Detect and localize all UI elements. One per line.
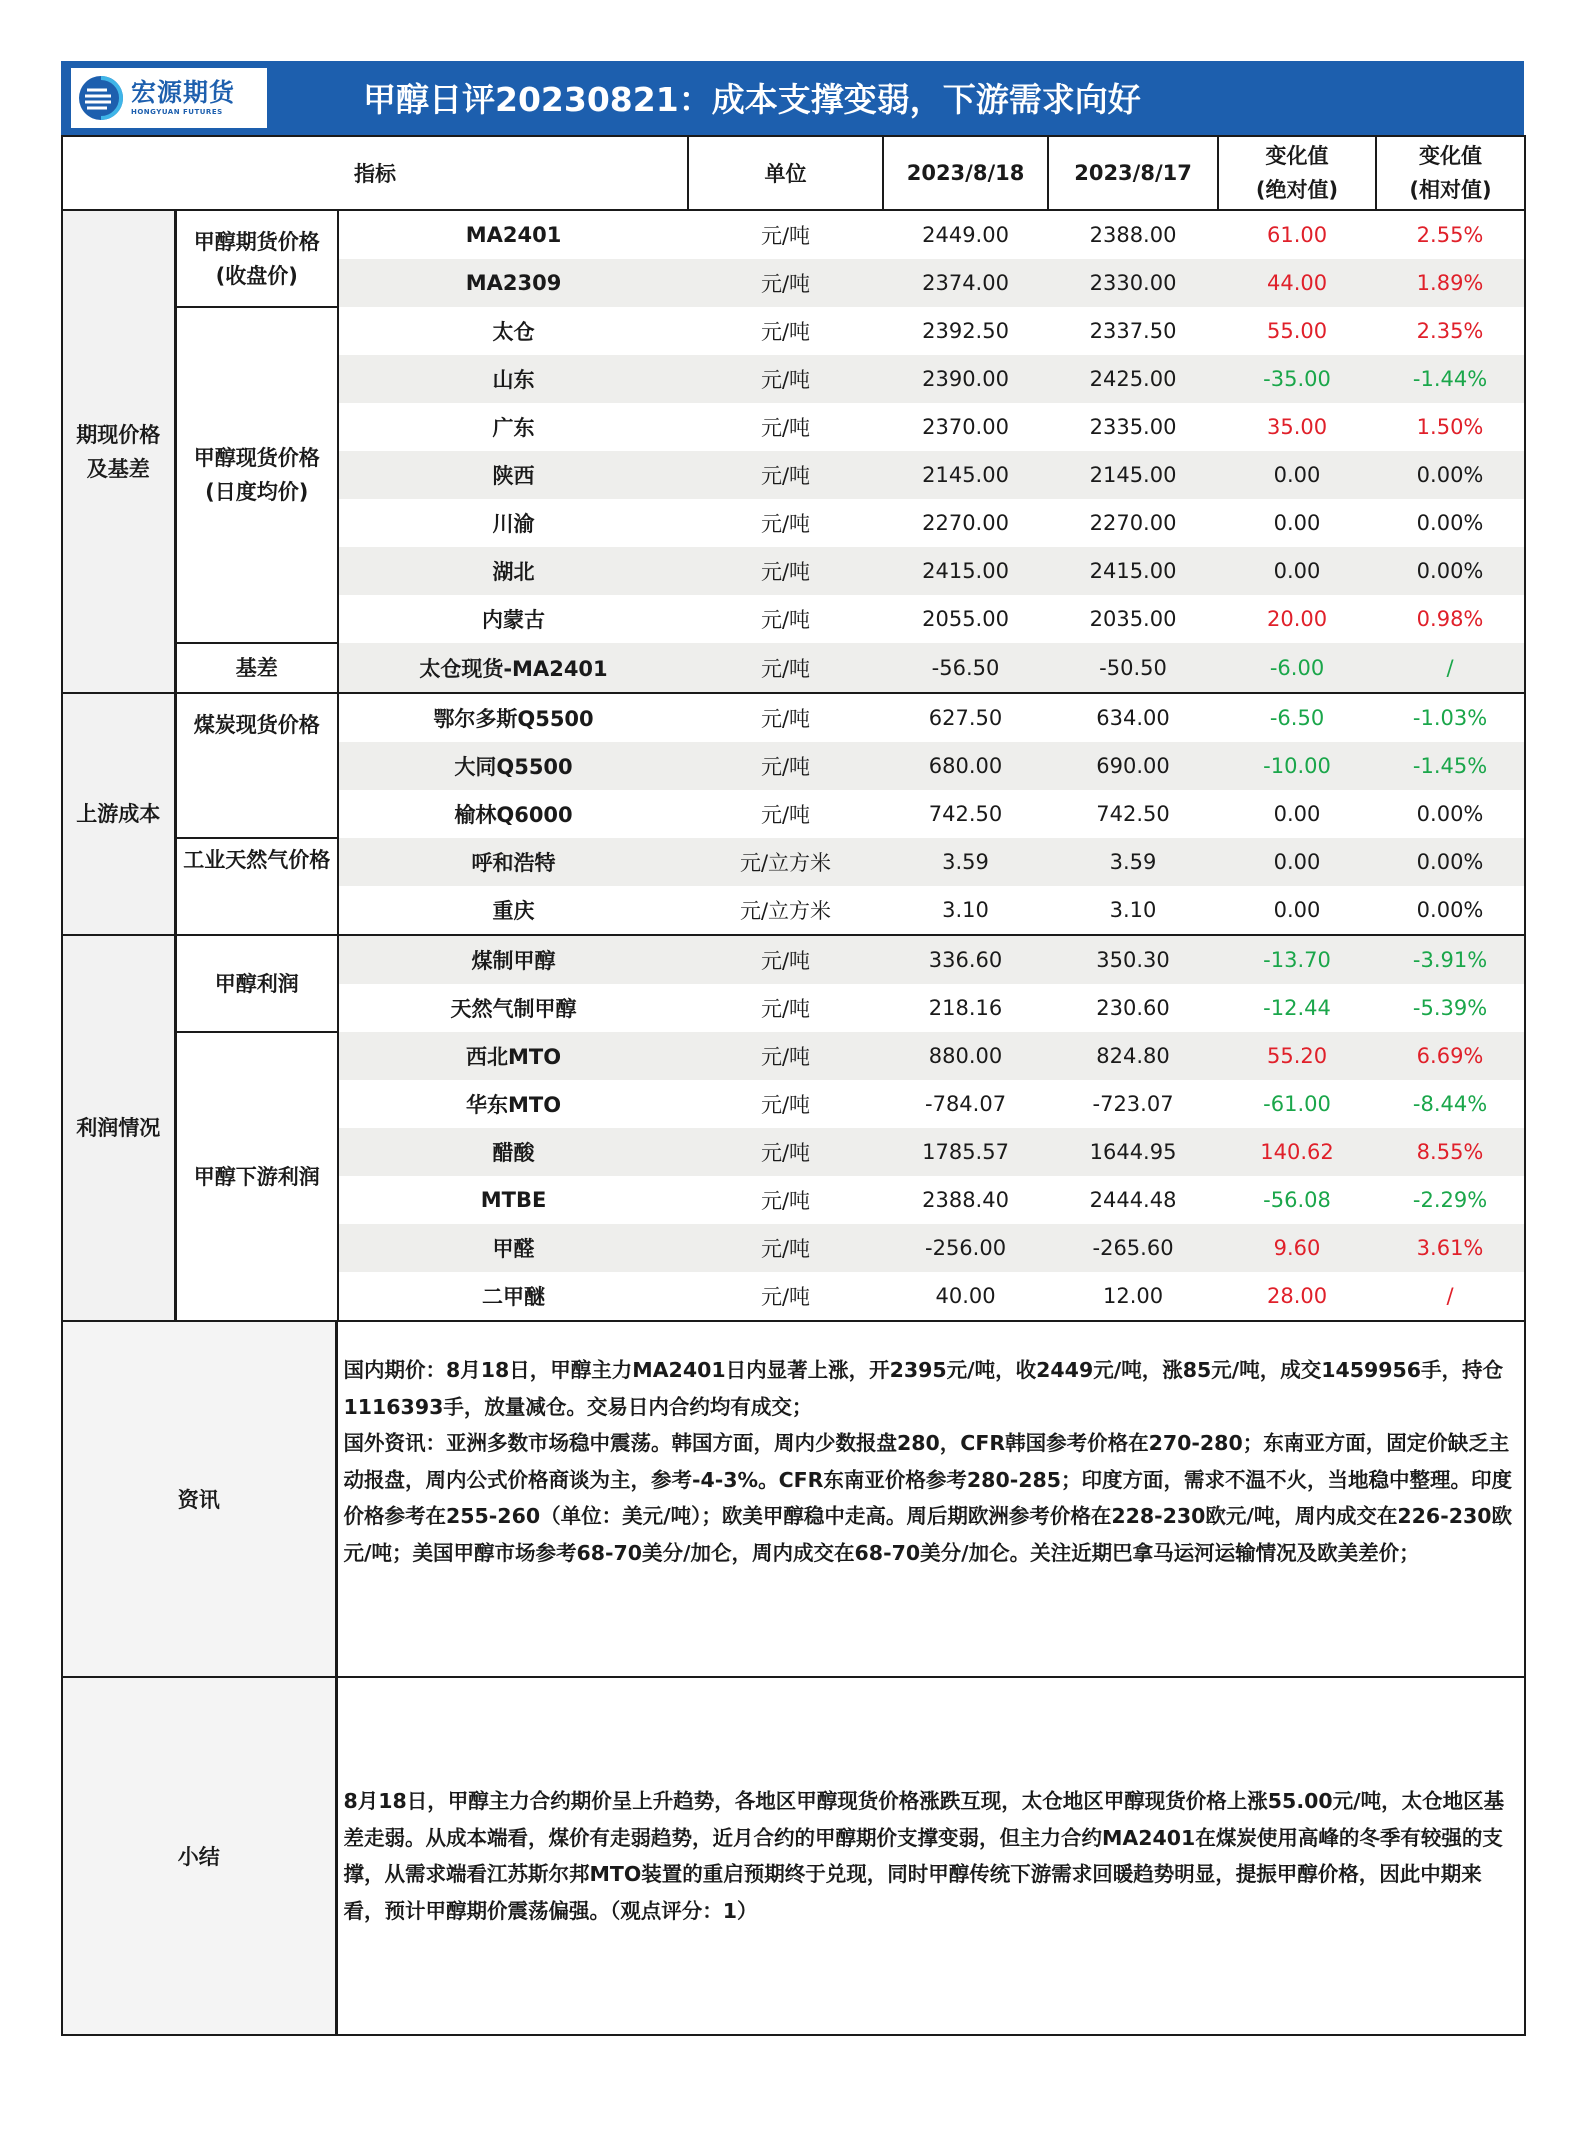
header-indicator: 指标 [62,136,688,210]
group-futures-price [175,210,338,307]
value-date2: 2330.00 [1048,259,1218,307]
table-row [62,838,1525,886]
section-price-basis-line2: 及基差 [86,456,150,481]
change-rel: -3.91% [1376,935,1525,984]
change-abs: -61.00 [1263,1092,1331,1116]
value-date1: 880.00 [883,1032,1048,1080]
indicator-name: 呼和浩特 [338,838,688,886]
value-date1: 2145.00 [883,451,1048,499]
value-date2: 2388.00 [1089,223,1177,247]
value-date1: 40.00 [883,1272,1048,1321]
header-rel-line1: 变化值 [1419,144,1483,168]
value-date1: 1785.57 [883,1128,1048,1176]
table-row [62,1032,1525,1080]
change-abs: 140.62 [1218,1128,1376,1176]
group-gas-price-line1: 工业天然气价格 [183,848,331,872]
change-abs: 20.00 [1266,607,1328,631]
value-date2: -723.07 [1092,1092,1174,1116]
indicator-name: 榆林Q6000 [454,803,573,827]
change-abs: -13.70 [1218,935,1376,984]
value-date2: 2270.00 [1089,511,1177,535]
value-date2: 2145.00 [1048,451,1218,499]
indicator-name: 广东 [492,416,535,440]
indicator-table [61,135,1526,1322]
unit-cell: 元/吨 [760,608,811,632]
unit-cell: 元/吨 [688,693,883,742]
unit-cell: 元/吨 [760,224,811,248]
value-date2: 230.60 [1096,996,1170,1020]
value-date1: 2374.00 [883,259,1048,307]
unit-cell: 元/吨 [688,1224,883,1272]
unit-cell: 元/吨 [760,416,811,440]
value-date2: -265.60 [1048,1224,1218,1272]
table-row [62,210,1525,259]
value-date2: 1644.95 [1048,1128,1218,1176]
value-date2: 2337.50 [1089,319,1177,343]
indicator-name: 重庆 [492,899,535,923]
section-profit [62,935,175,1321]
indicator-name: 甲醛 [338,1224,688,1272]
change-rel: 1.89% [1376,259,1525,307]
summary-content [336,1677,1525,2035]
change-abs: 28.00 [1218,1272,1376,1321]
group-downstream-profit-line1: 甲醇下游利润 [193,1164,320,1189]
unit-cell: 元/吨 [688,643,883,693]
indicator-name: MTBE [480,1188,547,1212]
indicator-name: 川渝 [492,512,535,536]
value-date1: 627.50 [883,693,1048,742]
unit-cell: 元/吨 [688,547,883,595]
header-rel-line2: (相对值) [1409,178,1492,202]
indicator-name: 华东MTO [465,1093,562,1117]
change-rel: / [1376,643,1525,693]
header-date1: 2023/8/18 [883,136,1048,210]
group-coal-price [175,693,338,838]
table-row [62,643,1525,693]
value-date1: -256.00 [883,1224,1048,1272]
change-abs: -56.08 [1263,1188,1331,1212]
indicator-name: 西北MTO [338,1032,688,1080]
change-rel: 8.55% [1376,1128,1525,1176]
section-price-basis [62,210,175,693]
value-date1: 2415.00 [883,547,1048,595]
news-row [62,1321,1525,1677]
value-date2: -50.50 [1048,643,1218,693]
indicator-name: 天然气制甲醇 [450,997,577,1021]
summary-text: 8月18日，甲醇主力合约期价呈上升趋势，各地区甲醇现货价格涨跌互现，太仓地区甲醇现货价格上涨55.00元/吨，太仓地区基差走弱。从成本端看，煤价有走弱趋势，近月合约的甲醇期价支撑变弱，但主力合约MA2401在煤炭使用高峰的冬季有较强的支撑，从需求端看江苏斯尔邦MTO装置的重启预期终于兑现，同时甲醇传统下游需求回暖趋势明显，提振甲醇价格，因此中期来看，预计甲醇期价震荡偏强。（观点评分：1） [343,1789,1505,1923]
value-date2: 2425.00 [1048,355,1218,403]
table-header-row [62,136,1525,210]
unit-cell: 元/立方米 [739,899,832,923]
unit-cell: 元/吨 [760,320,811,344]
value-date2: 2444.48 [1089,1188,1177,1212]
change-rel: 1.50% [1376,403,1525,451]
unit-cell: 元/吨 [760,512,811,536]
value-date1: 742.50 [928,802,1003,826]
change-abs: 9.60 [1218,1224,1376,1272]
change-rel: -1.03% [1376,693,1525,742]
logo-chinese-name: 宏源期货 [131,78,236,107]
table-row [62,693,1525,742]
value-date1: 3.59 [883,838,1048,886]
value-date2: 2415.00 [1048,547,1218,595]
value-date1: 2370.00 [922,415,1009,439]
change-abs: 0.00 [1218,838,1376,886]
news-label: 资讯 [62,1321,336,1677]
change-rel: 2.35% [1376,307,1525,355]
change-rel: 0.00% [1376,499,1525,547]
news-domestic: 国内期价：8月18日，甲醇主力MA2401日内显著上涨，开2395元/吨，收2449元/吨，涨85元/吨，成交1459956手，持仓1116393手，放量减仓。交易日内合约均有成交； [343,1358,1504,1419]
table-row [62,935,1525,984]
value-date2: 12.00 [1048,1272,1218,1321]
indicator-name: 太仓 [492,320,535,344]
section-upstream-cost [62,693,175,935]
unit-cell: 元/吨 [688,742,883,790]
indicator-name: 陕西 [338,451,688,499]
indicator-name: 大同Q5500 [338,742,688,790]
value-date1: 2270.00 [922,511,1009,535]
indicator-name: 醋酸 [338,1128,688,1176]
news-overseas: 国外资讯：亚洲多数市场稳中震荡。韩国方面，周内少数报盘280，CFR韩国参考价格在270-280；东南亚方面，固定价缺乏主动报盘，周内公式价格商谈为主，参考-4-3%。CFR东南亚价格参考280-285；印度方面，需求不温不火，当地稳中整理。印度价格参考在255-260（单位：美元/吨）；欧美甲醇稳中走高。周后期欧洲参考价格在228-230欧元/吨，周内成交在226-230欧元/吨；美国甲醇市场参考68-70美分/加仑，周内成交在68-70美分/加仑。关注近期巴拿马运河运输情况及欧美差价； [343,1431,1513,1565]
change-abs: 55.20 [1218,1032,1376,1080]
group-gas-price [175,838,338,935]
header-rel-change [1376,136,1525,210]
unit-cell: 元/吨 [688,451,883,499]
change-abs: 0.00 [1218,451,1376,499]
section-price-basis-line1: 期现价格 [76,422,161,447]
group-methanol-profit [175,935,338,1032]
change-abs: -12.44 [1263,996,1331,1020]
section-upstream-cost-line1: 上游成本 [76,802,161,826]
indicator-name: MA2309 [338,259,688,307]
change-abs: 44.00 [1218,259,1376,307]
change-abs: -10.00 [1218,742,1376,790]
change-rel: / [1376,1272,1525,1321]
hongyuan-logo-icon [77,74,125,122]
change-abs: -35.00 [1218,355,1376,403]
report-sheet [61,61,1524,2036]
value-date2: 742.50 [1096,802,1170,826]
group-spot-price-line1: 甲醇现货价格 [193,446,320,470]
indicator-name: 山东 [338,355,688,403]
value-date2: 634.00 [1048,693,1218,742]
group-spot-price-line2: (日度均价) [205,480,309,504]
change-abs: 35.00 [1266,415,1328,439]
header-unit: 单位 [688,136,883,210]
value-date1: 2390.00 [883,355,1048,403]
group-futures-price-line1: 甲醇期货价格 [193,229,320,254]
unit-cell: 元/吨 [688,935,883,984]
summary-row [62,1677,1525,2035]
header-abs-change [1218,136,1376,210]
value-date1: 2055.00 [922,607,1009,631]
unit-cell: 元/吨 [688,1128,883,1176]
unit-cell: 元/吨 [760,1093,811,1117]
unit-cell: 元/吨 [688,1272,883,1321]
value-date2: 690.00 [1048,742,1218,790]
unit-cell: 元/吨 [688,1032,883,1080]
header-abs-line2: (绝对值) [1255,178,1339,202]
change-rel: -2.29% [1376,1176,1525,1224]
unit-cell: 元/吨 [688,355,883,403]
change-abs: 0.00 [1273,898,1321,922]
indicator-name: 太仓现货-MA2401 [338,643,688,693]
unit-cell: 元/立方米 [688,838,883,886]
change-abs: 0.00 [1273,511,1321,535]
change-abs: 0.00 [1273,802,1321,826]
indicator-name: 煤制甲醇 [338,935,688,984]
group-futures-price-line2: (收盘价) [215,263,298,288]
change-rel: 2.55% [1376,210,1525,259]
value-date1: -784.07 [925,1092,1007,1116]
change-rel: 0.00% [1376,790,1525,838]
value-date1: 680.00 [883,742,1048,790]
indicator-name: 湖北 [338,547,688,595]
change-rel: -1.44% [1376,355,1525,403]
value-date1: 2388.40 [922,1188,1009,1212]
section-profit-line1: 利润情况 [76,1116,161,1140]
value-date1: 2392.50 [922,319,1009,343]
value-date1: -56.50 [883,643,1048,693]
change-rel: 3.61% [1376,1224,1525,1272]
group-downstream-profit [175,1032,338,1321]
value-date1: 3.10 [942,898,989,922]
group-basis [175,643,338,693]
change-rel: 0.98% [1376,595,1525,643]
value-date2: 3.10 [1109,898,1157,922]
indicator-name: 鄂尔多斯Q5500 [338,693,688,742]
value-date2: 2035.00 [1089,607,1177,631]
title-banner [61,61,1524,135]
change-rel: 0.00% [1376,838,1525,886]
change-rel: 6.69% [1376,1032,1525,1080]
logo-english-name: HONGYUAN FUTURES [131,108,223,116]
group-basis-line1: 基差 [235,656,278,680]
change-abs: 55.00 [1266,319,1328,343]
value-date1: 218.16 [928,996,1003,1020]
unit-cell: 元/吨 [760,803,811,827]
change-abs: 0.00 [1218,547,1376,595]
change-rel: -5.39% [1376,984,1525,1032]
company-logo [71,68,267,128]
header-abs-line1: 变化值 [1265,144,1329,168]
change-rel: 0.00% [1376,451,1525,499]
group-spot-price [175,307,338,643]
change-rel: -1.45% [1376,742,1525,790]
change-abs: 61.00 [1266,223,1328,247]
report-title: 甲醇日评20230821：成本支撑变弱，下游需求向好 [363,80,1141,119]
text-table [61,1320,1526,2036]
change-abs: -6.00 [1218,643,1376,693]
change-rel: -8.44% [1376,1080,1525,1128]
header-date2: 2023/8/17 [1048,136,1218,210]
change-rel: 0.00% [1376,547,1525,595]
value-date2: 824.80 [1048,1032,1218,1080]
unit-cell: 元/吨 [760,997,811,1021]
summary-label: 小结 [62,1677,336,2035]
change-abs: -6.50 [1218,693,1376,742]
unit-cell: 元/吨 [760,1189,811,1213]
table-row [62,307,1525,355]
value-date2: 2335.00 [1089,415,1177,439]
value-date2: 3.59 [1048,838,1218,886]
unit-cell: 元/吨 [688,259,883,307]
news-content [336,1321,1525,1677]
indicator-name: 内蒙古 [482,608,546,632]
change-rel: 0.00% [1376,886,1525,935]
indicator-name: MA2401 [465,223,562,247]
value-date1: 336.60 [883,935,1048,984]
group-methanol-profit-line1: 甲醇利润 [214,971,299,996]
value-date1: 2449.00 [922,223,1009,247]
value-date2: 350.30 [1048,935,1218,984]
group-coal-price-line1: 煤炭现货价格 [193,713,320,737]
indicator-name: 二甲醚 [338,1272,688,1321]
